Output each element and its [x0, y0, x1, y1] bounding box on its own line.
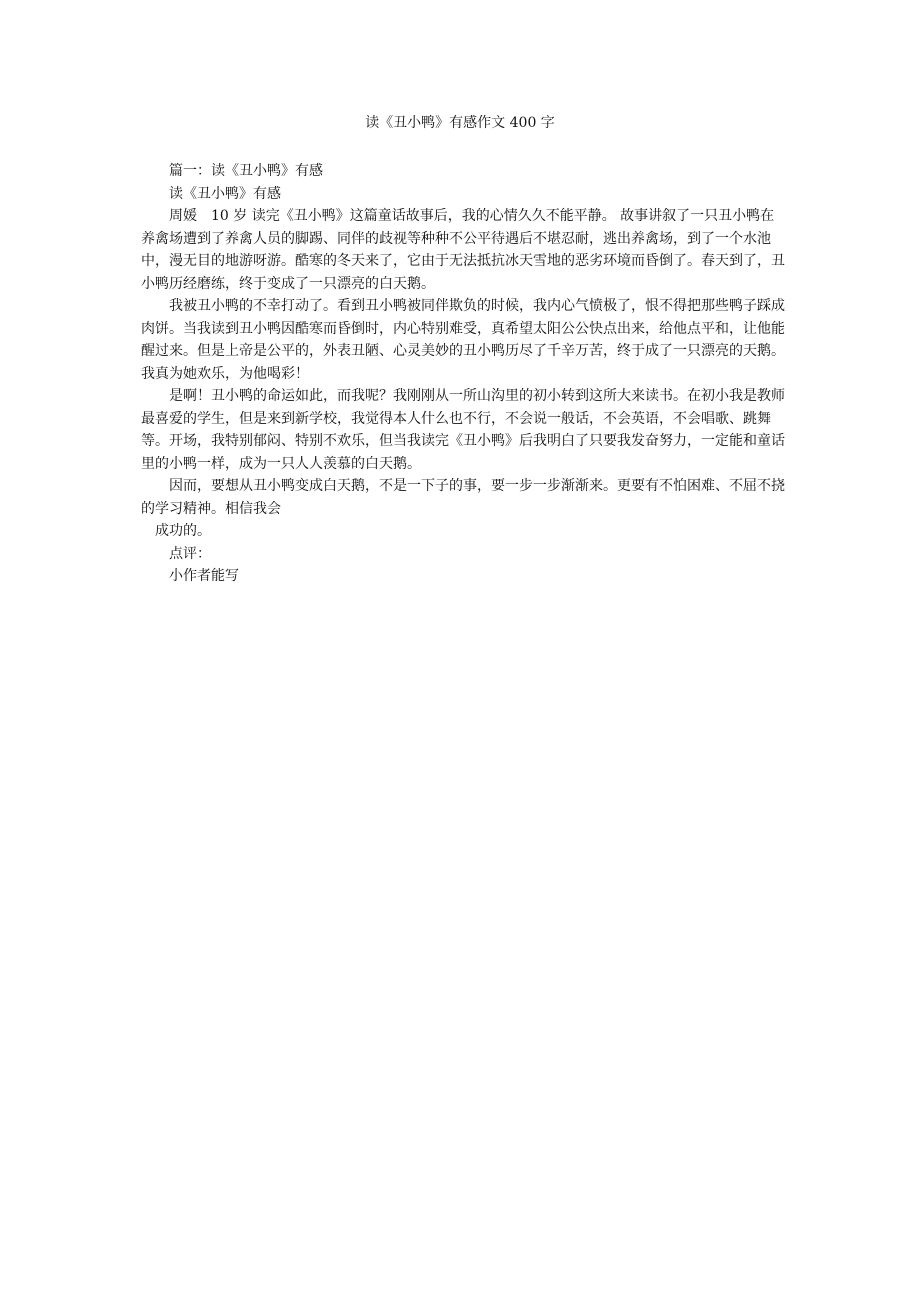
comment-label: 点评： [169, 545, 211, 562]
section-heading: 篇一：读《丑小鸭》有感 [169, 163, 323, 179]
paragraph: 是啊！丑小鸭的命运如此，而我呢？我刚刚从一所山沟里的初小转到这所大来读书。在初小我是教师最喜爱的学生，但是来到新学校，我觉得本人什么也不行，不会说一般话，不会英语，不会唱歌、跳舞等。开场，我特别郁闷、特别不欢乐，但当我读完《丑小鸭》后我明白了只要我发奋努力，一定能和童话里的小鸭一样，成为一只人人羡慕的白天鹅。 [141, 388, 785, 472]
comment-text: 小作者能写 [169, 568, 239, 584]
paragraph-continuation: 成功的。 [155, 523, 211, 539]
paragraph: 周媛 10 岁 读完《丑小鸭》这篇童话故事后，我的心情久久不能平静。 故事讲叙了一只丑小鸭在养禽场遭到了养禽人员的脚踢、同伴的歧视等种种不公平待遇后不堪忍耐，逃出养禽场，到了一个水池中，漫无目的地游呀游。酷寒的冬天来了，它由于无法抵抗冰天雪地的恶劣环境而昏倒了。春天到了，丑小鸭历经磨练，终于变成了一只漂亮的白天鹅。 [141, 208, 785, 292]
document-body [141, 160, 785, 588]
essay-title: 读《丑小鸭》有感 [169, 185, 281, 202]
document-title: 读《丑小鸭》有感作文 400 字 [365, 115, 555, 131]
paragraph: 我被丑小鸭的不幸打动了。看到丑小鸭被同伴欺负的时候，我内心气愤极了，恨不得把那些鸭子踩成肉饼。当我读到丑小鸭因酷寒而昏倒时，内心特别难受，真希望太阳公公快点出来，给他点平和，让他能醒过来。但是上帝是公平的，外表丑陋、心灵美妙的丑小鸭历尽了千辛万苦，终于成了一只漂亮的天鹅。我真为她欢乐，为他喝彩！ [141, 298, 785, 382]
paragraph: 因而，要想从丑小鸭变成白天鹅，不是一下子的事，要一步一步渐渐来。更要有不怕困难、不屈不挠的学习精神。相信我会 [141, 478, 785, 517]
